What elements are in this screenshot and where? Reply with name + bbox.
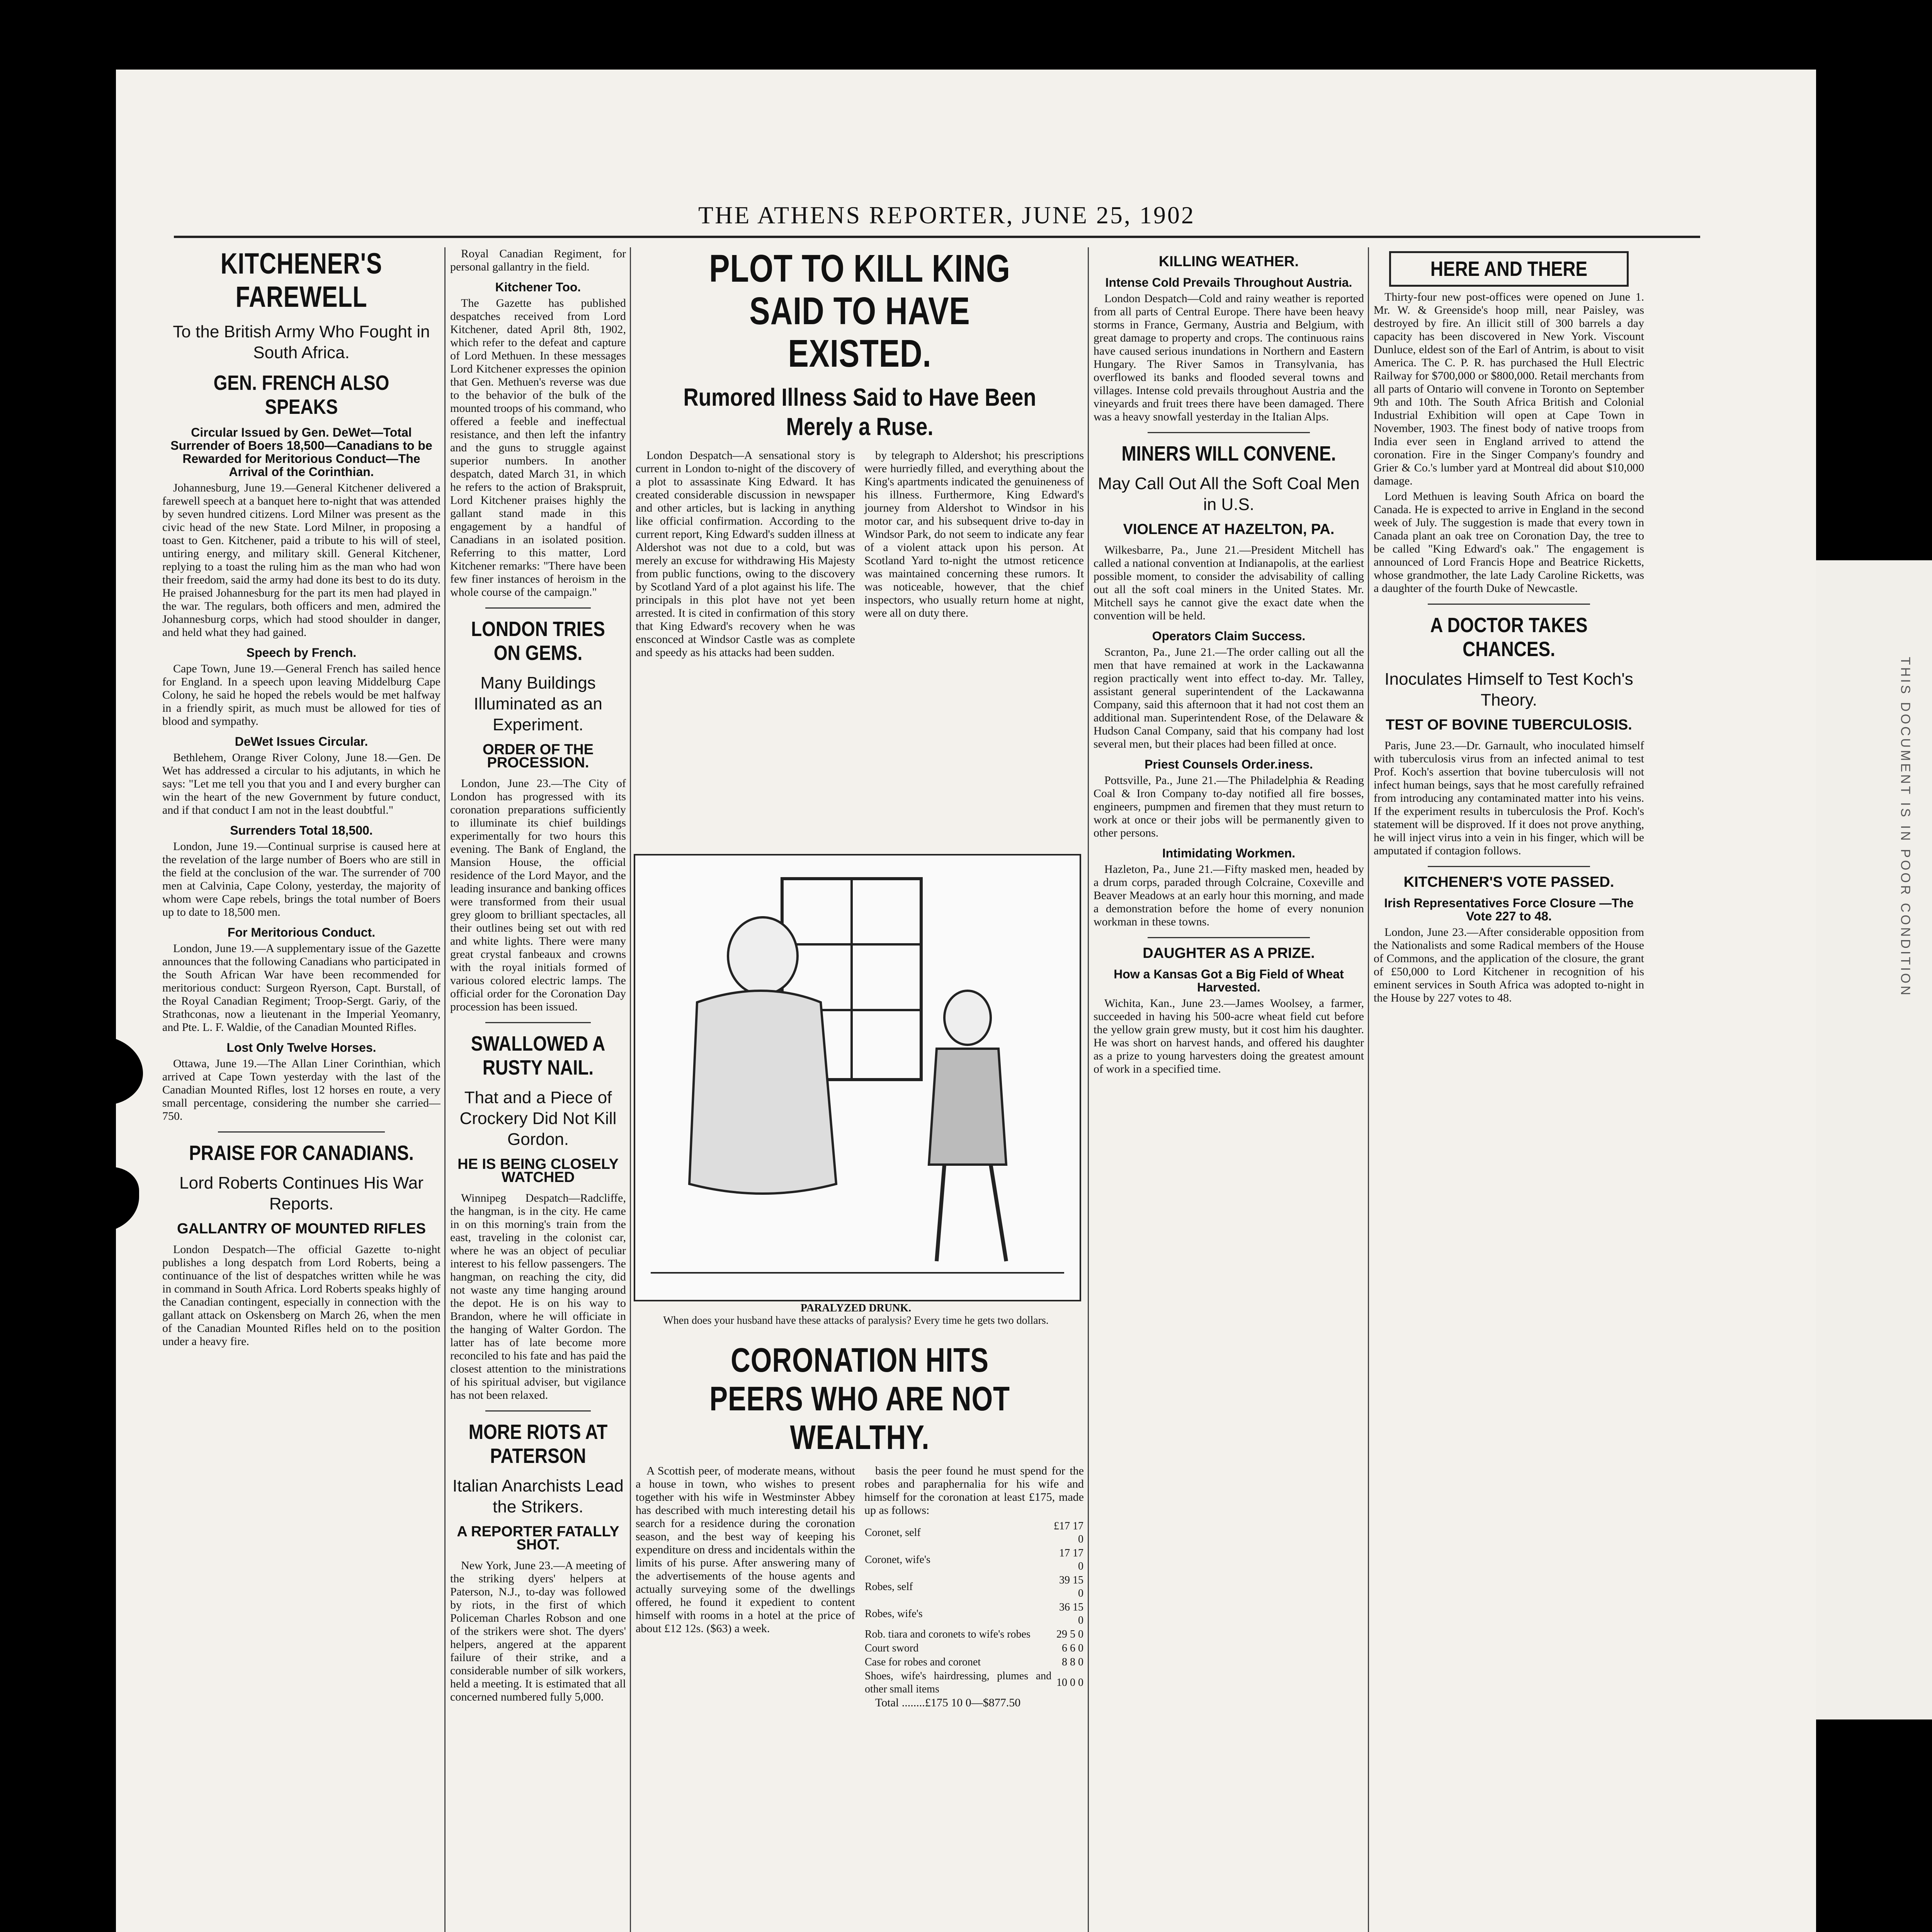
article-text: Paris, June 23.—Dr. Garnault, who inoculated himself with tuberculosis virus from an infected animal to test Prof. Koch's assertion that bovine tuberculosis will not infect human beings, says that he most carefully refrained from introducing any contaminated matter into his veins. If the experiment results in tuberculosis the Prof. Koch's statement will be disproved. If it does not prove anything, he will inject virus into a vein in his finger, which will be amputated if contagion follows. — [1374, 739, 1644, 857]
cost-table — [864, 1519, 1084, 1696]
cost-row — [864, 1600, 1084, 1628]
article-text: Lord Methuen is leaving South Africa on board the Canada. He is expected to arrive in England in the second week of July. The suggestion is made that every town in Canada plant an oak tree on Coronation Day, the tree to be called "King Edward's oak." The engagement is announced of Lord Francis Hope and Beatrice Ricketts, whose grandmother, the late Lady Caroline Ricketts, was a daughter of the fourth Duke of Newcastle. — [1374, 490, 1644, 595]
cost-item: Robes, self — [865, 1581, 913, 1593]
headline-kitchener-farewell: KITCHENER'S FAREWELL — [220, 247, 383, 313]
article-text: New York, June 23.—A meeting of the striking dyers' helpers at Paterson, N.J., to-day was followed by riots, in the first of which Policeman Charles Robson and one of the strikers were shot. The dyers' helpers, angered at the apparent failure of their strike, and a considerable number of silk workers, held a meeting. It is estimated that all concerned numbered fully 5,000. — [450, 1559, 626, 1703]
cartoon-title: PARALYZED DRUNK. — [800, 1302, 912, 1314]
cost-item: Rob. tiara and coronets to wife's robes — [865, 1628, 1031, 1640]
section-heading: Lost Only Twelve Horses. — [226, 1041, 376, 1054]
poor-condition-note: THIS DOCUMENT IS IN POOR CONDITION — [1898, 657, 1913, 998]
headline-rusty-nail: SWALLOWED A RUSTY NAIL. — [471, 1032, 605, 1079]
subhead-ruse: Rumored Illness Said to Have Been Merely a Ruse. — [683, 383, 1036, 440]
article-text: London, June 23.—The City of London has progressed with its coronation preparations sufficiently to illuminate its chief buildings experimentally for two hours this evening. The Bank of England, the Mansion House, the official residence of the Lord Mayor, and the leading insurance and banking offices were transformed from their usual grey gloom to brilliant spectacles, all their outlines being set out with red and white lights. There were many great crystal fanbeaux and crowns with the royal initials formed of various colored electric lamps. The official order for the Coronation Day procession has been issued. — [450, 777, 626, 1013]
section-heading: Speech by French. — [246, 646, 357, 660]
cost-item: Robes, wife's — [865, 1608, 923, 1620]
cartoon-dialogue: When does your husband have these attacks of paralysis? Every time he gets two dollars. — [663, 1315, 1049, 1327]
article-text: Wilkesbarre, Pa., June 21.—President Mitchell has called a national convention at Indianapolis, at the earliest possible moment, to consider the advisability of calling out all the soft coal miners in the United States. Mr. Mitchell says he cannot give the exact date when the convention will be held. — [1094, 544, 1364, 622]
center-bottom — [636, 1341, 1084, 1932]
separator — [485, 607, 591, 609]
section-heading: A REPORTER FATALLY SHOT. — [457, 1524, 619, 1553]
headline-praise: PRAISE FOR CANADIANS. — [189, 1141, 414, 1165]
column-1 — [162, 247, 440, 1932]
headline-french: GEN. FRENCH ALSO SPEAKS — [213, 371, 389, 418]
column-5 — [1374, 247, 1644, 1932]
article-text: Ottawa, June 19.—The Allan Liner Corinthian, which arrived at Cape Town yesterday with the last of the Canadian Mounted Rifles, lost 12 horses en route, a very small percentage, considering the number she carried—750. — [162, 1057, 440, 1122]
section-heading: HE IS BEING CLOSELY WATCHED — [457, 1156, 619, 1185]
masthead-rule — [174, 236, 1700, 238]
cost-row — [864, 1655, 1084, 1669]
subhead: May Call Out All the Soft Coal Men in U.S. — [1098, 474, 1360, 514]
section-heading: VIOLENCE AT HAZELTON, PA. — [1123, 521, 1335, 537]
cost-row — [864, 1669, 1084, 1696]
cost-amount: 8 8 0 — [1062, 1656, 1083, 1668]
headline-paterson: MORE RIOTS AT PATERSON — [468, 1420, 608, 1468]
cost-total: Total ........£175 10 0—$877.50 — [875, 1696, 1021, 1709]
section-heading: ORDER OF THE PROCESSION. — [482, 742, 594, 771]
section-heading: GALLANTRY OF MOUNTED RIFLES — [177, 1221, 426, 1237]
cost-row — [864, 1641, 1084, 1655]
section-heading: For Meritorious Conduct. — [227, 925, 376, 939]
column-rule — [1368, 247, 1369, 1932]
cost-row — [864, 1628, 1084, 1641]
column-2 — [450, 247, 626, 1932]
headline-doctor: A DOCTOR TAKES CHANCES. — [1430, 614, 1588, 661]
separator — [218, 1131, 385, 1133]
cost-amount: 36 15 0 — [1059, 1601, 1083, 1626]
article-text: London, June 19.—A supplementary issue of the Gazette announces that the following Canadians who participated in the South African War have been recommended for meritorious conduct: Surgeon Ryerson, Capt. Burstall, of the Royal Canadian Regiment; Troop-Sergt. Gariy, of the Strathconas, now a lieutenant in the Imperial Yeomanry, and Pte. L. F. Waldie, of the Canadian Mounted Rifles. — [162, 942, 440, 1034]
cost-item: Case for robes and coronet — [865, 1656, 981, 1668]
article-text: London, June 23.—After considerable opposition from the Nationalists and some Radical members of the House of Commons, and the application of the closure, the grant of £50,000 to Lord Kitchener in recognition of his eminent services in South Africa was adopted to-night in the House by 227 votes to 48. — [1374, 926, 1644, 1004]
article-text: by telegraph to Aldershot; his prescriptions were hurriedly filled, and everything about the King's apartments indicated the genuineness of his illness. Furthermore, King Edward's journey from Aldershot to Windsor in his motor car, and his subsequent drive to-day in Windsor Park, do not seem to indicate any fear of a violent attack upon his person. At Scotland Yard to-night the utmost reticence was maintained concerning these rumors. It was noticeable, however, that the chief inspectors, who usually return home at night, were all on duty there. — [864, 449, 1084, 619]
article-text: London, June 19.—Continual surprise is caused here at the revelation of the large number of Boers who are still in the field at the conclusion of the war. The surrender of 700 men at Calvinia, Cape Colony, yesterday, the majority of whom were Cape rebels, brings the total number of Boers up to date to 18,500 men. — [162, 840, 440, 918]
deck: Circular Issued by Gen. DeWet—Total Surrender of Boers 18,500—Canadians to be Rewarded for Meritorious Conduct—The Arrival of the Corinthian. — [170, 425, 432, 479]
cost-item: Court sword — [865, 1642, 919, 1654]
headline-coronation-peers: CORONATION HITS PEERS WHO ARE NOT WEALTHY. — [709, 1341, 1010, 1456]
article-text: Pottsville, Pa., June 21.—The Philadelphia & Reading Coal & Iron Company to-day notified all fire bosses, engineers, pumpmen and firemen that they must return to work at once or their jobs will be permanently given to other persons. — [1094, 774, 1364, 839]
cost-row — [864, 1546, 1084, 1573]
article-text: London Despatch—The official Gazette to-night publishes a long despatch from Lord Roberts, being a continuance of the list of despatches written while he was in command in South Africa. Lord Roberts speaks highly of the Canadian contingent, especially in connection with the gallant attack on Oskensberg on March 26, when the men of the Canadian Mounted Rifles held on to the position under a heavy fire. — [162, 1243, 440, 1348]
subhead: Lord Roberts Continues His War Reports. — [179, 1173, 423, 1213]
article-text: Johannesburg, June 19.—General Kitchener delivered a farewell speech at a banquet here to-night that was attended by seven hundred citizens. Lord Milner was present as the civic head of the new State. Lord Milner, in proposing a toast to Gen. Kitchener, paid a tribute to his will of steel, untiring energy, and military skill. General Kitchener, replying to a toast the ruling him as the man who had won their freedom, said the army had done its best to do its duty. He praised Johannesburg for the part its men had played in the war. The regulars, both officers and men, admired the Johannesburg corps, which had stood shoulder in danger, and held what they had gained. — [162, 481, 440, 639]
subhead: Inoculates Himself to Test Koch's Theory. — [1384, 670, 1633, 709]
masthead: THE ATHENS REPORTER, JUNE 25, 1902 — [698, 201, 1195, 229]
cost-row — [864, 1519, 1084, 1546]
subhead: Irish Representatives Force Closure —The Vote 227 to 48. — [1384, 896, 1634, 923]
article-text: Scranton, Pa., June 21.—The order calling out all the men that have remained at work in the Lackawanna region practically went into effect to-day. Mr. Talley, assistant general superintendent of the Lackawanna Company, said this afternoon that it had not cost them an additional man. Superintendent Rose, of the Delaware & Hudson Canal Company, said that his company had lost several men, but their places had been filled at once. — [1094, 646, 1364, 750]
center-top — [636, 247, 1084, 850]
article-text: Bethlehem, Orange River Colony, June 18.—Gen. De Wet has addressed a circular to his adjutants, in which he says: "Let me tell you that you and I and every burgher can win the heart of the new Government by future conduct, and if that conduct I am not in the least doubtful." — [162, 751, 440, 816]
column-rule — [1088, 247, 1089, 1932]
headline-miners: MINERS WILL CONVENE. — [1121, 442, 1336, 465]
separator — [1428, 604, 1590, 605]
article-text: A Scottish peer, of moderate means, without a house in town, who wishes to present together with his wife in Westminster Abbey has described with much interesting detail his search for a residence during the coronation season, and the best way of keeping his expenditure on dress and incidentals within the limits of his purse. After answering many of the advertisements of the house agents and actually surveying some of the dwellings offered, he found it expedient to content himself with rooms in a hotel at the price of about £12 12s. ($63) a week. — [636, 1464, 855, 1635]
section-heading: Priest Counsels Order.iness. — [1145, 757, 1313, 771]
cartoon-caption — [634, 1302, 1078, 1327]
article-text: Royal Canadian Regiment, for personal gallantry in the field. — [450, 247, 626, 273]
section-heading: Operators Claim Success. — [1152, 629, 1306, 643]
cost-row — [864, 1573, 1084, 1600]
cost-amount: 17 17 0 — [1059, 1547, 1083, 1572]
headline-daughter-prize: DAUGHTER AS A PRIZE. — [1143, 945, 1315, 961]
headline-plot: PLOT TO KILL KING SAID TO HAVE EXISTED. — [709, 247, 1010, 375]
cost-amount: 39 15 0 — [1059, 1574, 1083, 1599]
cost-item: Shoes, wife's hairdressing, plumes and other small items — [865, 1670, 1052, 1695]
article-text: London Despatch—Cold and rainy weather is reported from all parts of Central Europe. There have been heavy storms in France, Germany, Austria and Belgium, with great damage to property and crops. The continuous rains have caused serious inundations in Northern and Eastern Hungary. The River Samos in Transylvania, has overflowed its banks and flooded several towns and villages. Intense cold prevails throughout Austria and the vineyards and fruit trees there have been damaged. There was a heavy snowfall yesterday in the Italian Alps. — [1094, 292, 1364, 423]
separator — [485, 1410, 591, 1412]
cost-amount: 10 0 0 — [1056, 1677, 1083, 1689]
section-heading: Kitchener Too. — [495, 280, 581, 294]
subhead: To the British Army Who Fought in South Africa. — [173, 322, 430, 362]
separator — [1148, 432, 1310, 433]
column-4 — [1094, 247, 1364, 1932]
article-text: The Gazette has published despatches received from Lord Kitchener, dated April 8th, 1902, which refer to the defeat and capture of Lord Methuen. In these messages Lord Kitchener expresses the opinion that Gen. Methuen's reverse was due to the behavior of the bulk of the mounted troops of his command, who offered a feeble and ineffectual resistance, and then left the infantry and the guns to struggle against superior numbers. In another despatch, dated March 31, in which he refers to the action of Brakspruit, Lord Kitchener praises highly the gallant stand made in this engagement by a handful of Canadians in an isolated position. Referring to this matter, Lord Kitchener remarks: "There have been few finer instances of heroism in the whole course of the campaign." — [450, 297, 626, 599]
section-heading: Intimidating Workmen. — [1162, 846, 1296, 860]
headline-killing-weather: KILLING WEATHER. — [1158, 253, 1299, 270]
article-text: Winnipeg Despatch—Radcliffe, the hangman, is in the city. He came in on this morning's train from the east, traveling in the colonist car, where he was an object of peculiar interest to his fellow passengers. The hangman, on reaching the city, did not waste any time hanging around the depot. He is on his way to Brandon, where he will officiate in the hanging of Walter Gordon. The latter has of late become more reconciled to his fate and has paid the closest attention to the ministrations of his spiritual adviser, but vigilance has not been relaxed. — [450, 1192, 626, 1401]
headline-london-gems: LONDON TRIES ON GEMS. — [471, 617, 605, 665]
column-rule — [630, 247, 631, 1932]
cost-amount: 6 6 0 — [1062, 1642, 1083, 1654]
cost-amount: £17 17 0 — [1054, 1520, 1083, 1545]
headline-vote: KITCHENER'S VOTE PASSED. — [1403, 874, 1614, 890]
headline-here-there: HERE AND THERE — [1430, 257, 1588, 281]
subhead: That and a Piece of Crockery Did Not Kill Gordon. — [459, 1088, 617, 1149]
section-heading: Surrenders Total 18,500. — [230, 823, 373, 837]
cartoon-illustration — [634, 854, 1081, 1301]
subhead: Italian Anarchists Lead the Strikers. — [452, 1476, 624, 1516]
subhead: Intense Cold Prevails Throughout Austria. — [1105, 276, 1352, 289]
column-rule — [444, 247, 446, 1932]
cost-amount: 29 5 0 — [1056, 1628, 1083, 1640]
subhead: How a Kansas Got a Big Field of Wheat Harvested. — [1114, 967, 1344, 994]
article-text: Thirty-four new post-offices were opened on June 1. Mr. W. & Greenside's hoop mill, near Paisley, was destroyed by fire. An illicit still of 300 barrels a day capacity has been discovered in New York. Viscount Dunluce, eldest son of the Earl of Antrim, is about to visit America. The C. P. R. has purchased the Hull Electric Railway for $700,000 or $800,000. Retail merchants from all parts of Ontario will convene in Toronto on September 9th and 10th. The South Africa British and Colonial Industrial Exhibition will open at Cape Town in November, 1903. The finest body of native troops from India ever seen in England arrived to attend the coronation. Fire in the Singer Company's foundry and Grier & Co.'s lumber yard at Montreal did about $10,000 damage. — [1374, 291, 1644, 487]
separator — [485, 1022, 591, 1023]
section-heading: TEST OF BOVINE TUBERCULOSIS. — [1386, 717, 1632, 733]
separator — [1148, 937, 1310, 938]
subhead: Many Buildings Illuminated as an Experiment. — [474, 673, 602, 734]
article-text: London Despatch—A sensational story is current in London to-night of the discovery of a plot to assassinate King Edward. It has created considerable discussion in newspaper and other articles, but is lacking in anything like official confirmation. According to the current report, King Edward's sudden illness at Aldershot was not due to a cold, but was merely an excuse for withdrawing His Majesty from public functions, owing to the discovery by Scotland Yard of a plot against his life. The principals in this plot have not yet been arrested. It is cited in confirmation of this story that King Edward's recovery when he was ensconced at Windsor Castle was as complete and speedy as his attacks had been sudden. — [636, 449, 855, 659]
section-heading: DeWet Issues Circular. — [235, 735, 368, 748]
cost-item: Coronet, self — [865, 1527, 921, 1539]
here-and-there-box — [1389, 251, 1629, 287]
article-text: Cape Town, June 19.—General French has sailed hence for England. In a speech upon leaving Middelburg Cape Colony, he said he hoped the rebels would be met halfway in a friendly spirit, as much must be allowed for ties of blood and sympathy. — [162, 662, 440, 728]
film-strip-margin — [1816, 560, 1932, 1719]
cost-item: Coronet, wife's — [865, 1554, 930, 1566]
article-text: basis the peer found he must spend for the robes and paraphernalia for his wife and himself for the coronation at least £175, made up as follows: — [864, 1464, 1084, 1517]
article-text: Hazleton, Pa., June 21.—Fifty masked men, headed by a drum corps, paraded through Colcraine, Coxeville and Beaver Meadows at an early hour this morning, and made a demonstration before the home of every nonunion workman in these towns. — [1094, 863, 1364, 928]
article-text: Wichita, Kan., June 23.—James Woolsey, a farmer, succeeded in having his 500-acre wheat field cut before the yellow grain grew musty, but it cost him his daughter. He was short on harvest hands, and offered his daughter as a prize to young harvesters doing the greatest amount of work in a specified time. — [1094, 997, 1364, 1075]
separator — [1428, 866, 1590, 867]
